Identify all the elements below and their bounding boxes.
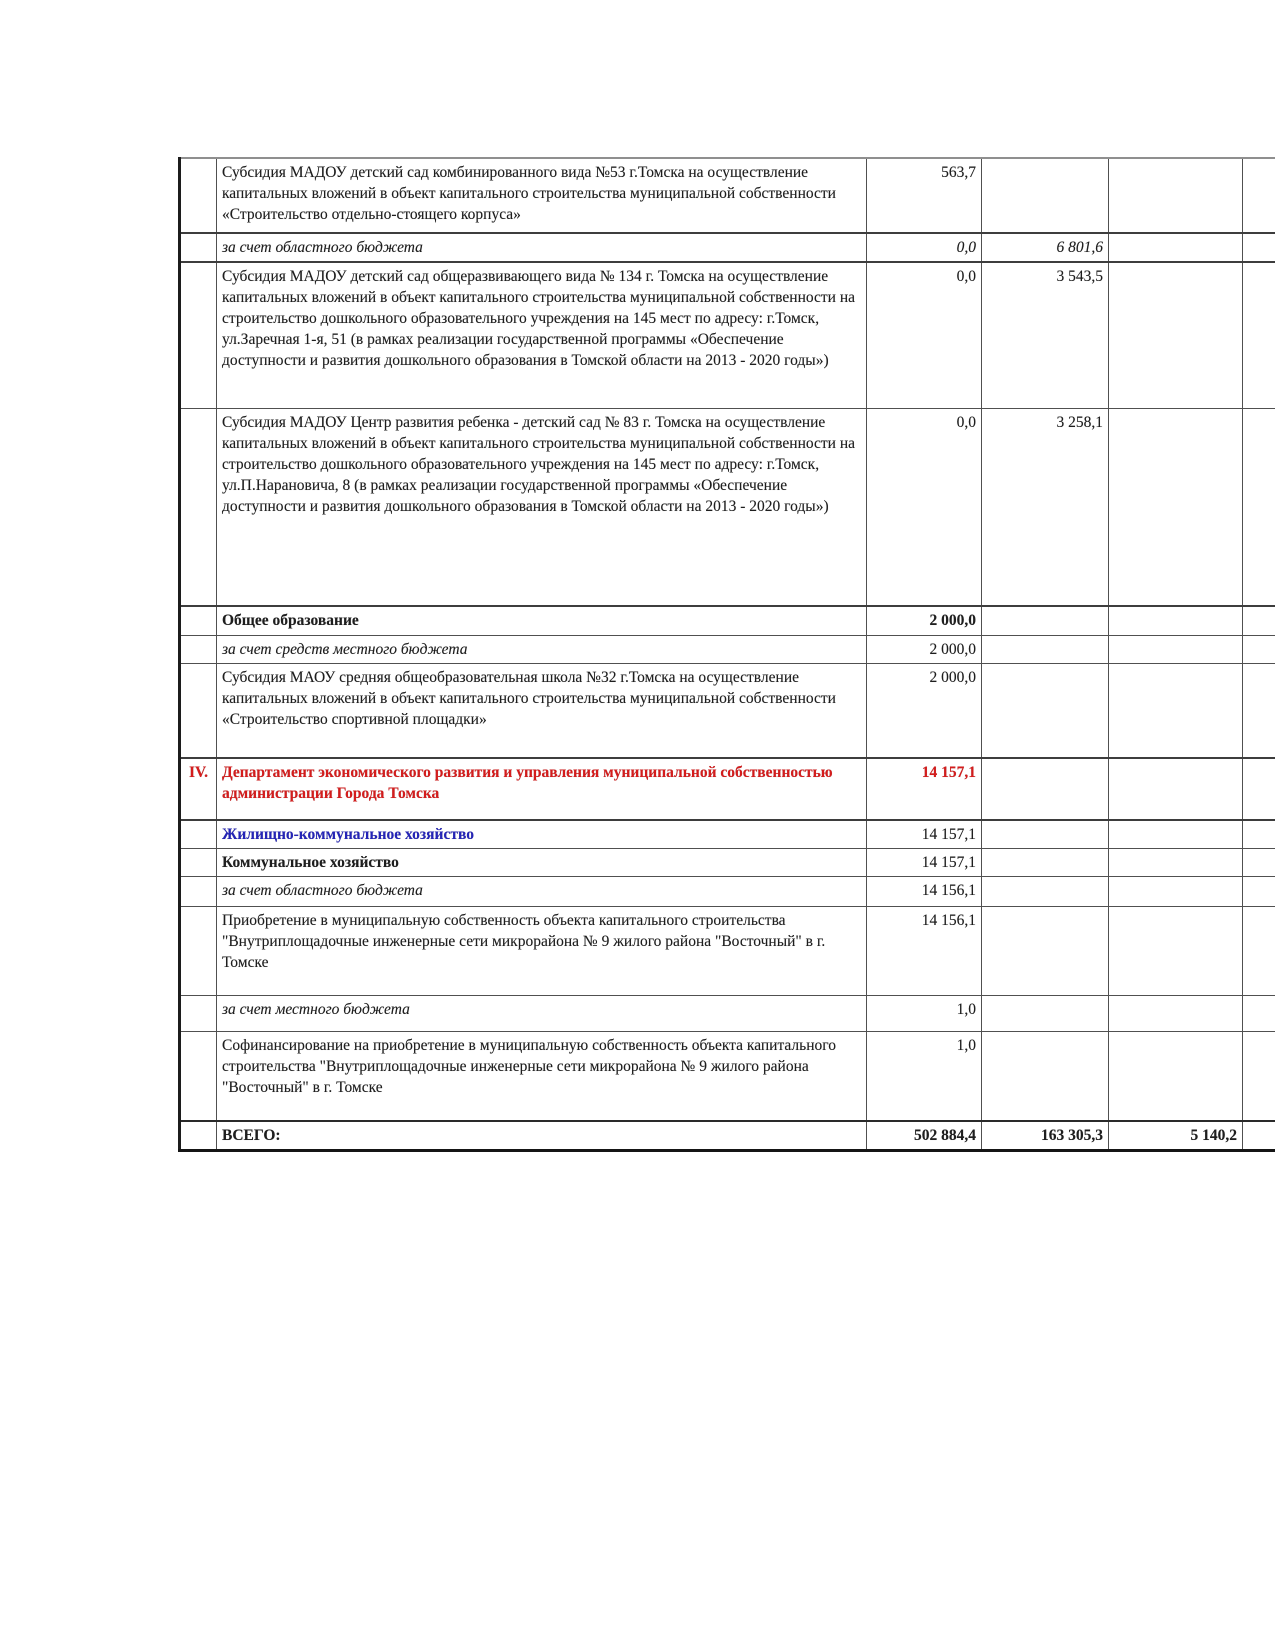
row-number-cell — [180, 663, 217, 758]
value-cell: 3 258,1 — [982, 408, 1109, 606]
value-cell: 0,0 — [867, 408, 982, 606]
value-cell — [982, 158, 1109, 233]
value-cell — [1243, 849, 1275, 877]
row-number-cell — [180, 233, 217, 262]
value-cell: 1,0 — [867, 1032, 982, 1121]
value-cell — [1109, 158, 1243, 233]
description-cell: ВСЕГО: — [217, 1121, 867, 1151]
table-row — [180, 408, 1275, 606]
table-row — [180, 758, 1275, 820]
table-row — [180, 1032, 1275, 1121]
value-cell: 5 140,2 — [1109, 1121, 1243, 1151]
row-number-cell — [180, 877, 217, 907]
row-number-cell — [180, 907, 217, 996]
table-row — [180, 907, 1275, 996]
value-cell — [982, 907, 1109, 996]
table-row — [180, 606, 1275, 635]
value-cell — [1243, 820, 1275, 849]
row-number-cell — [180, 635, 217, 663]
table-row — [180, 1121, 1275, 1151]
description-cell: за счет средств местного бюджета — [217, 635, 867, 663]
table-row — [180, 820, 1275, 849]
value-cell — [1109, 408, 1243, 606]
description-cell: за счет местного бюджета — [217, 996, 867, 1032]
value-cell — [1243, 635, 1275, 663]
value-cell: 6 801,6 — [982, 233, 1109, 262]
description-cell: Жилищно-коммунальное хозяйство — [217, 820, 867, 849]
table-row — [180, 158, 1275, 233]
value-cell: 14 157,1 — [867, 849, 982, 877]
value-cell — [982, 1032, 1109, 1121]
budget-table — [178, 157, 1275, 1152]
table-row — [180, 663, 1275, 758]
value-cell — [1109, 233, 1243, 262]
budget-table-body — [180, 158, 1275, 1150]
description-cell: Приобретение в муниципальную собственность объекта капитального строительства "Внутриплощадочные инженерные сети микрорайона № 9 жилого района "Восточный" в г. Томске — [217, 907, 867, 996]
value-cell — [1109, 663, 1243, 758]
value-cell — [1243, 262, 1275, 408]
value-cell — [982, 635, 1109, 663]
value-cell: 14 156,1 — [867, 907, 982, 996]
value-cell — [982, 758, 1109, 820]
description-cell: Общее образование — [217, 606, 867, 635]
value-cell — [1109, 262, 1243, 408]
value-cell — [1109, 877, 1243, 907]
value-cell — [1243, 996, 1275, 1032]
value-cell: 163 305,3 — [982, 1121, 1109, 1151]
value-cell: 14 156,1 — [867, 877, 982, 907]
table-row — [180, 877, 1275, 907]
value-cell — [1243, 877, 1275, 907]
row-number-cell: IV. — [180, 758, 217, 820]
value-cell: 14 157,1 — [867, 758, 982, 820]
value-cell: 0,0 — [867, 233, 982, 262]
description-cell: Департамент экономического развития и управления муниципальной собственностью администрации Города Томска — [217, 758, 867, 820]
value-cell — [1243, 663, 1275, 758]
value-cell: 2 000,0 — [867, 663, 982, 758]
row-number-cell — [180, 158, 217, 233]
value-cell: 502 884,4 — [867, 1121, 982, 1151]
value-cell — [1243, 158, 1275, 233]
value-cell — [1109, 1032, 1243, 1121]
value-cell: 14 157,1 — [867, 820, 982, 849]
description-cell: Коммунальное хозяйство — [217, 849, 867, 877]
value-cell — [1243, 233, 1275, 262]
table-row — [180, 996, 1275, 1032]
description-cell: за счет областного бюджета — [217, 877, 867, 907]
value-cell — [1243, 606, 1275, 635]
description-cell: Субсидия МАДОУ Центр развития ребенка - детский сад № 83 г. Томска на осуществление капитальных вложений в объект капитального строительства муниципальной собственности на строительство дошкольного образовательного учреждения на 145 мест по адресу: г.Томск, ул.П.Нарановича, 8 (в рамках реализации государственной программы «Обеспечение доступности и развития дошкольного образования в Томской области на 2013 - 2020 годы») — [217, 408, 867, 606]
value-cell — [1109, 820, 1243, 849]
description-cell: за счет областного бюджета — [217, 233, 867, 262]
value-cell — [1109, 758, 1243, 820]
value-cell — [1243, 408, 1275, 606]
row-number-cell — [180, 1121, 217, 1151]
value-cell — [1109, 606, 1243, 635]
row-number-cell — [180, 606, 217, 635]
value-cell — [1109, 635, 1243, 663]
value-cell: 563,7 — [867, 158, 982, 233]
row-number-cell — [180, 996, 217, 1032]
value-cell: 3 543,5 — [982, 262, 1109, 408]
value-cell — [1243, 1032, 1275, 1121]
row-number-cell — [180, 262, 217, 408]
value-cell — [1243, 1121, 1275, 1151]
table-row — [180, 233, 1275, 262]
value-cell: 2 000,0 — [867, 606, 982, 635]
value-cell — [1243, 758, 1275, 820]
value-cell — [982, 820, 1109, 849]
value-cell — [982, 849, 1109, 877]
value-cell — [1109, 849, 1243, 877]
table-row — [180, 262, 1275, 408]
value-cell — [1109, 996, 1243, 1032]
value-cell: 0,0 — [867, 262, 982, 408]
budget-table-container — [178, 157, 1275, 1152]
value-cell — [982, 606, 1109, 635]
table-row — [180, 849, 1275, 877]
value-cell: 2 000,0 — [867, 635, 982, 663]
description-cell: Софинансирование на приобретение в муниципальную собственность объекта капитального строительства "Внутриплощадочные инженерные сети микрорайона № 9 жилого района "Восточный" в г. Томске — [217, 1032, 867, 1121]
value-cell — [982, 663, 1109, 758]
description-cell: Субсидия МАОУ средняя общеобразовательная школа №32 г.Томска на осуществление капитальных вложений в объект капитального строительства муниципальной собственности «Строительство спортивной площадки» — [217, 663, 867, 758]
value-cell — [982, 877, 1109, 907]
row-number-cell — [180, 408, 217, 606]
row-number-cell — [180, 849, 217, 877]
value-cell: 1,0 — [867, 996, 982, 1032]
value-cell — [1109, 907, 1243, 996]
value-cell — [1243, 907, 1275, 996]
row-number-cell — [180, 820, 217, 849]
description-cell: Субсидия МАДОУ детский сад общеразвивающего вида № 134 г. Томска на осуществление капитальных вложений в объект капитального строительства муниципальной собственности на строительство дошкольного образовательного учреждения на 145 мест по адресу: г.Томск, ул.Заречная 1-я, 51 (в рамках реализации государственной программы «Обеспечение доступности и развития дошкольного образования в Томской области на 2013 - 2020 годы») — [217, 262, 867, 408]
value-cell — [982, 996, 1109, 1032]
row-number-cell — [180, 1032, 217, 1121]
table-row — [180, 635, 1275, 663]
description-cell: Субсидия МАДОУ детский сад комбинированного вида №53 г.Томска на осуществление капитальных вложений в объект капитального строительства муниципальной собственности «Строительство отдельно-стоящего корпуса» — [217, 158, 867, 233]
